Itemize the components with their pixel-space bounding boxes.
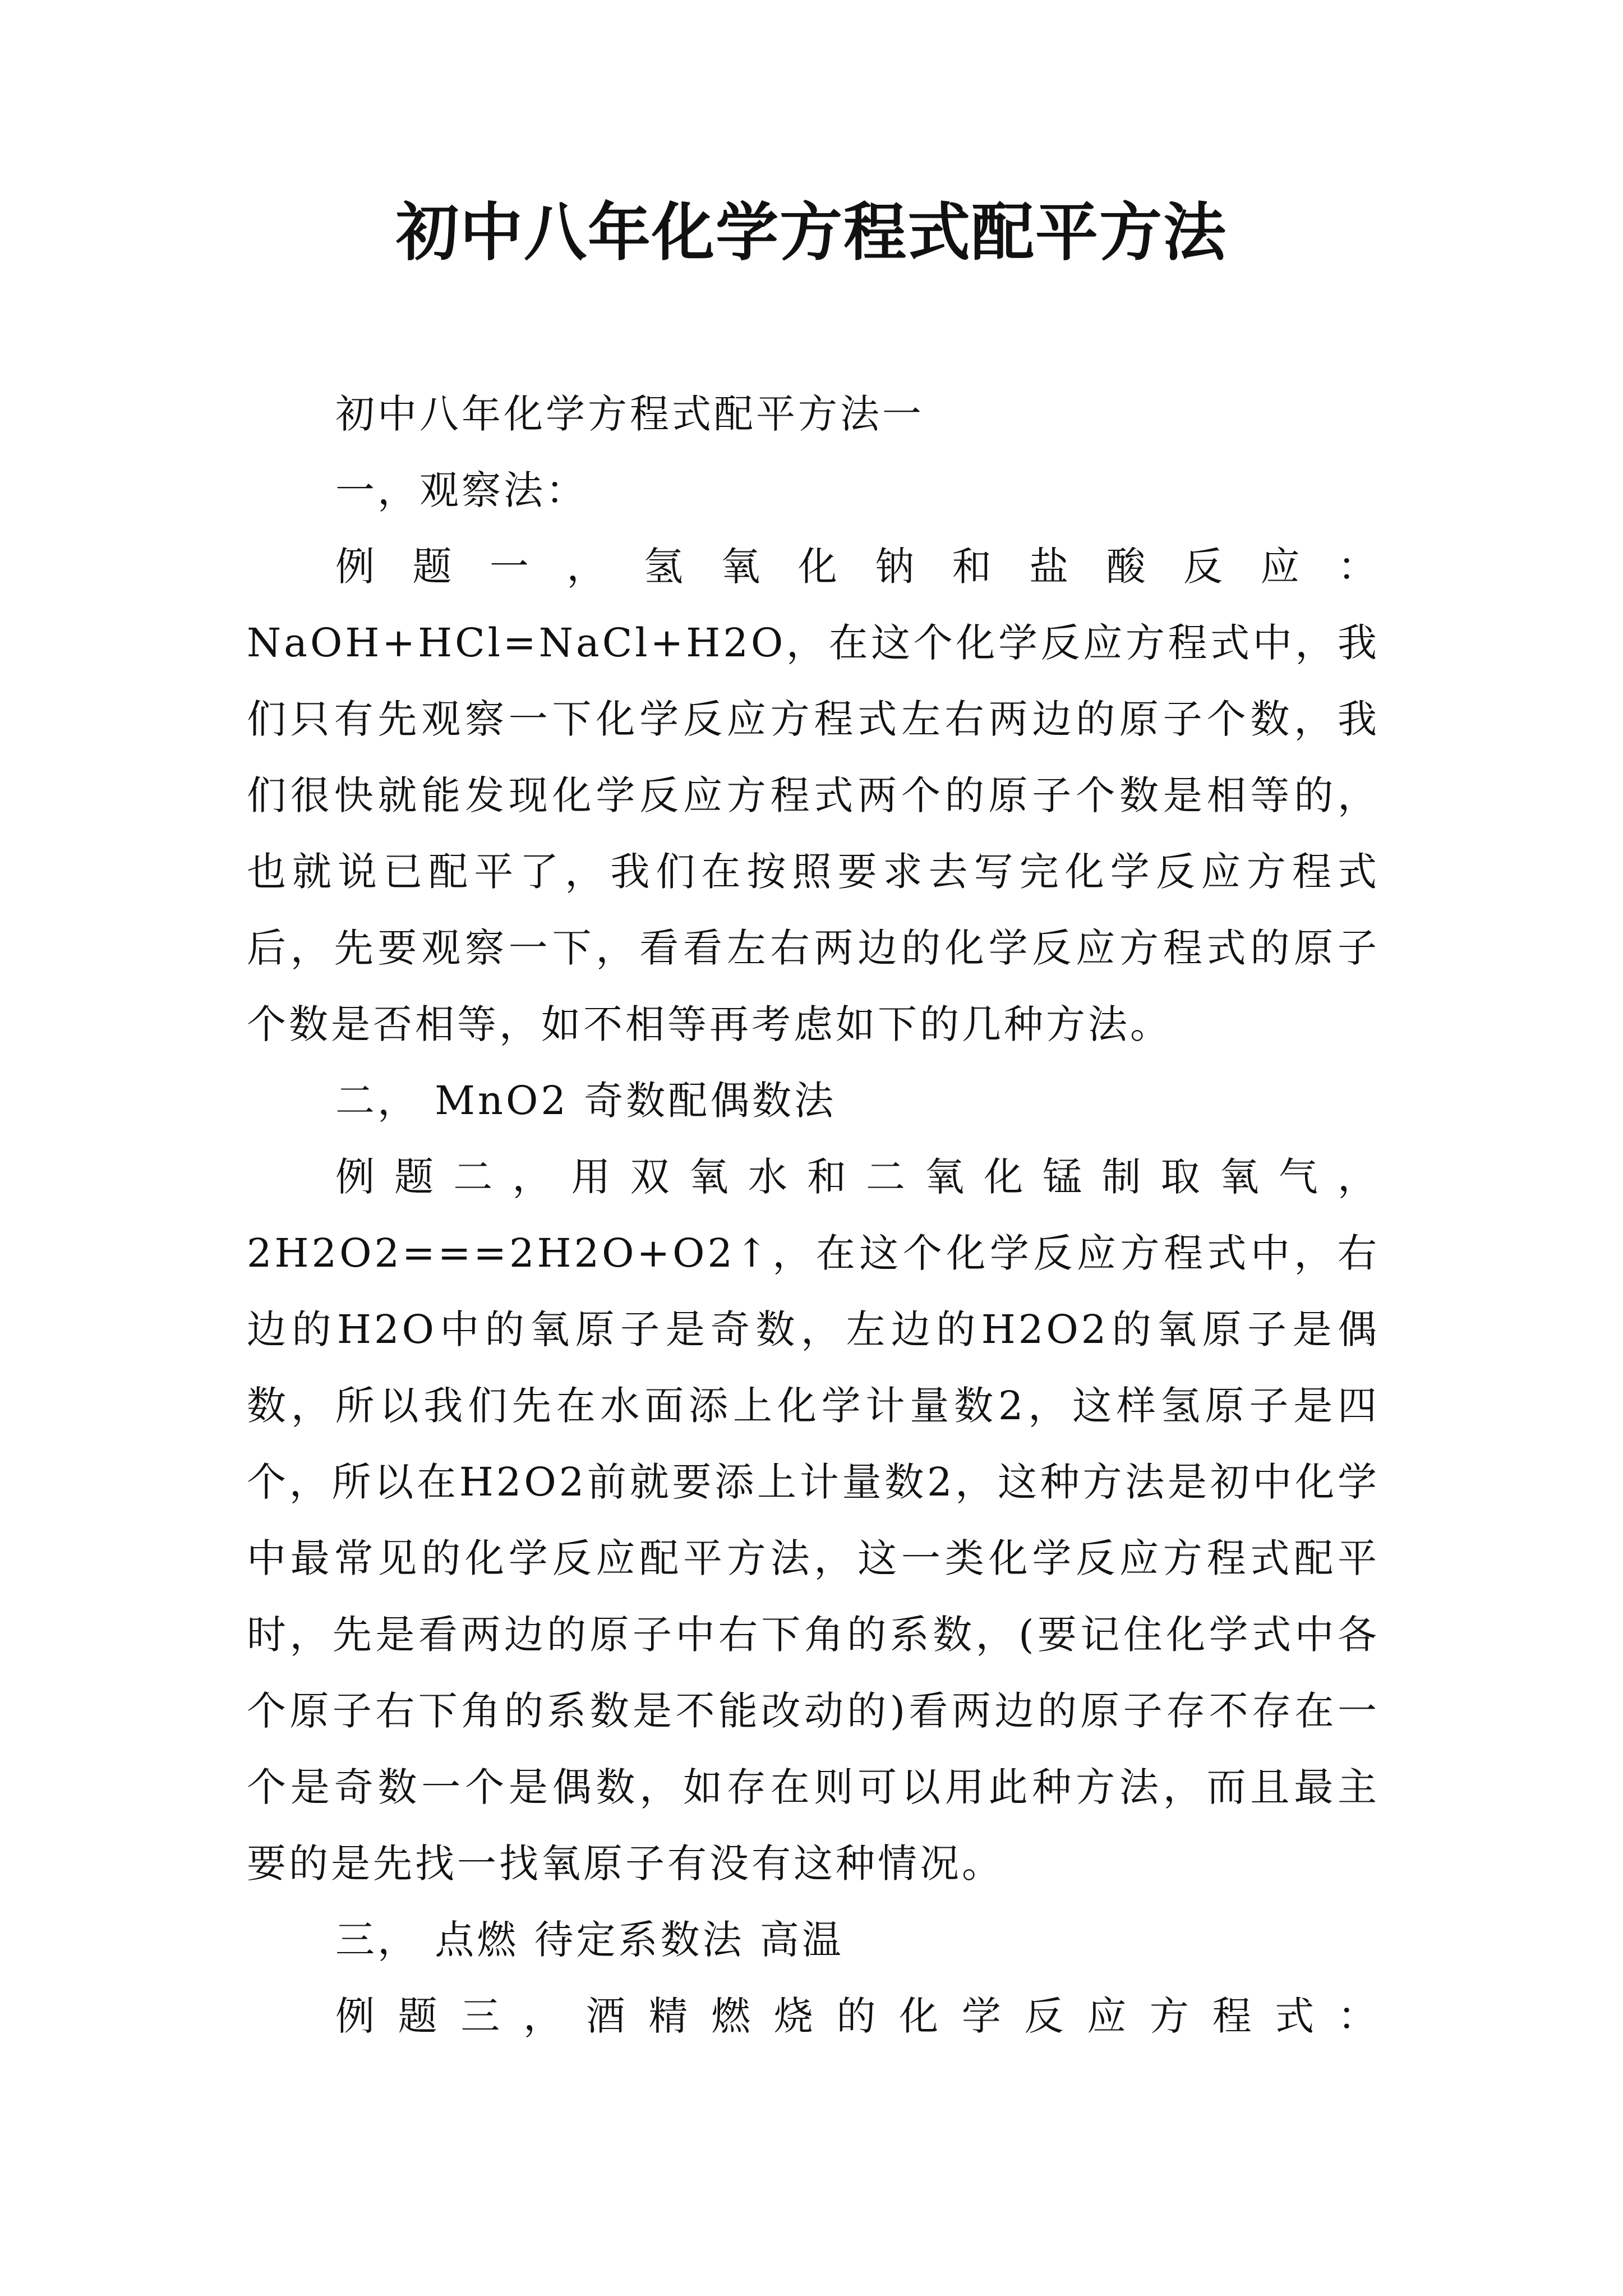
example-one-paragraph: 例题一，氢氧化钠和盐酸反应：NaOH+HCl=NaCl+H2O，在这个化学反应方程式中，我们只有先观察一下化学反应方程式左右两边的原子个数，我们很快就能发现化学反应方程式两个的原子个数是相等的，也就说已配平了，我们在按照要求去写完化学反应方程式后，先要观察一下，看看左右两边的化学反应方程式的原子个数是否相等，如不相等再考虑如下的几种方法。: [247, 544, 1380, 1047]
example-two-paragraph: 例题二，用双氧水和二氧化锰制取氧气，2H2O2===2H2O+O2↑，在这个化学反应方程式中，右边的H2O中的氧原子是奇数，左边的H2O2的氧原子是偶数，所以我们先在水面添上化学计量数2，这样氢原子是四个，所以在H2O2前就要添上计量数2，这种方法是初中化学中最常见的化学反应配平方法，这一类化学反应方程式配平时，先是看两边的原子中右下角的系数，(要记住化学式中各个原子右下角的系数是不能改动的)看两边的原子存不存在一个是奇数一个是偶数，如存在则可以用此种方法，而且最主要的是先找一找氧原子有没有这种情况。: [247, 1154, 1380, 1887]
document-body: [247, 376, 1380, 2054]
method-heading-undetermined-coefficients: 三， 点燃 待定系数法 高温: [335, 1917, 844, 1963]
section-heading: 初中八年化学方程式配平方法一: [335, 391, 924, 437]
method-heading-odd-even: 二， MnO2 奇数配偶数法: [335, 1078, 837, 1124]
method-heading-observation: 一，观察法：: [335, 467, 588, 513]
example-three-paragraph: 例题三，酒精燃烧的化学反应方程式：: [335, 1993, 1380, 2039]
document-title: 初中八年化学方程式配平方法: [396, 196, 1227, 269]
